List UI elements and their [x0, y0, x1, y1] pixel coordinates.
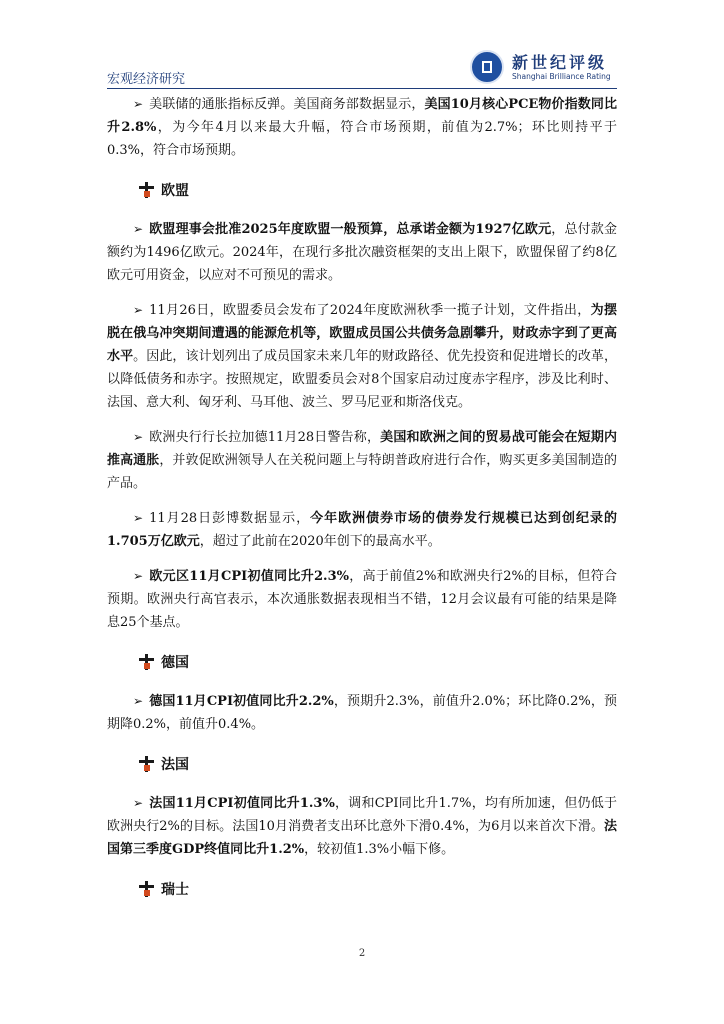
bullet-arrow-icon: ➢ — [133, 97, 144, 111]
section-heading — [135, 754, 617, 774]
paragraph-text: ，高于前值2%和欧洲央行2%的目标，但符合预期。欧洲央行高官表示，本次通胀数据表现相当不错，12月会议最有可能的结果是降息25个基点。 — [107, 569, 618, 630]
bullet-arrow-icon: ➢ — [133, 569, 144, 583]
document-body — [107, 93, 617, 917]
section-cross-icon — [135, 879, 157, 899]
section-cross-icon — [135, 754, 157, 774]
bullet-arrow-icon: ➢ — [133, 303, 144, 317]
bullet-paragraph — [107, 565, 617, 634]
bullet-arrow-icon: ➢ — [133, 796, 144, 810]
paragraph-text: ，超过了此前在2020年创下的最高水平。 — [199, 534, 441, 549]
logo-chinese-name: 新世纪评级 — [512, 53, 608, 72]
emphasis-text: 美国和欧洲之间的贸易战可能会在短期内推高通胀 — [107, 430, 617, 468]
bullet-paragraph — [107, 299, 617, 414]
emphasis-text: 为摆脱在俄乌冲突期间遭遇的能源危机等，欧盟成员国公共债务急剧攀升，财政赤字到了更高水平 — [107, 303, 617, 364]
bullet-paragraph — [107, 690, 617, 736]
emphasis-text: 法国第三季度GDP终值同比升1.2% — [107, 819, 617, 857]
emphasis-text: 今年欧洲债券市场的债券发行规模已达到创纪录的1.705万亿欧元 — [107, 511, 617, 549]
bullet-arrow-icon: ➢ — [133, 694, 144, 708]
section-cross-icon — [135, 652, 157, 672]
section-cross-icon — [135, 180, 157, 200]
header-rule — [107, 88, 617, 89]
section-heading — [135, 180, 617, 200]
bullet-arrow-icon: ➢ — [133, 511, 144, 525]
paragraph-text: 11月28日彭博数据显示， — [149, 511, 311, 526]
paragraph-text: ，预期升2.3%，前值升2.0%；环比降0.2%，预期降0.2%，前值升0.4%。 — [107, 694, 617, 732]
bullet-paragraph — [107, 507, 617, 553]
paragraph-text: ，为今年4月以来最大升幅，符合市场预期，前值为2.7%；环比则持平于0.3%，符合市场预期。 — [107, 120, 617, 158]
header-section-label: 宏观经济研究 — [107, 72, 186, 87]
emphasis-text: 德国11月CPI初值同比升2.2% — [149, 694, 334, 709]
page-number: 2 — [358, 948, 366, 959]
section-title: 欧盟 — [161, 183, 189, 199]
paragraph-text: 欧洲央行行长拉加德11月28日警告称， — [149, 430, 381, 445]
brand-logo — [470, 50, 620, 86]
paragraph-text: 美联储的通胀指标反弹。美国商务部数据显示， — [149, 97, 425, 112]
bullet-paragraph — [107, 792, 617, 861]
section-heading — [135, 879, 617, 899]
section-heading — [135, 652, 617, 672]
emphasis-text: 欧盟理事会批准2025年度欧盟一般预算，总承诺金额为1927亿欧元 — [149, 222, 552, 237]
paragraph-text: 。因此，该计划列出了成员国家未来几年的财政路径、优先投资和促进增长的改革，以降低债务和赤字。按照规定，欧盟委员会对8个国家启动过度赤字程序，涉及比利时、法国、意大利、匈牙利、马耳他、波兰、罗马尼亚和斯洛伐克。 — [107, 349, 617, 410]
logo-emblem-icon — [470, 50, 504, 84]
logo-english-name: Shanghai Brilliance Rating — [512, 72, 611, 81]
bullet-arrow-icon: ➢ — [133, 222, 144, 236]
bullet-paragraph — [107, 93, 617, 162]
emphasis-text: 美国10月核心PCE物价指数同比升2.8% — [107, 97, 617, 135]
bullet-paragraph — [107, 426, 617, 495]
emphasis-text: 法国11月CPI初值同比升1.3% — [149, 796, 335, 811]
paragraph-text: ，并敦促欧洲领导人在关税问题上与特朗普政府进行合作，购买更多美国制造的产品。 — [107, 453, 617, 491]
bullet-paragraph — [107, 218, 617, 287]
paragraph-text: 11月26日，欧盟委员会发布了2024年度欧洲秋季一揽子计划，文件指出， — [149, 303, 591, 318]
section-title: 法国 — [161, 757, 189, 773]
bullet-arrow-icon: ➢ — [133, 430, 144, 444]
paragraph-text: ，较初值1.3%小幅下修。 — [304, 842, 455, 857]
emphasis-text: 欧元区11月CPI初值同比升2.3% — [149, 569, 349, 584]
section-title: 瑞士 — [161, 882, 189, 898]
paragraph-text: ，总付款金额约为1496亿欧元。2024年，在现行多批次融资框架的支出上限下，欧盟保留了约8亿欧元可用资金，以应对不可预见的需求。 — [107, 222, 617, 283]
paragraph-text: ，调和CPI同比升1.7%，均有所加速，但仍低于欧洲央行2%的目标。法国10月消费者支出环比意外下滑0.4%，为6月以来首次下滑。 — [107, 796, 617, 834]
section-title: 德国 — [161, 655, 189, 671]
